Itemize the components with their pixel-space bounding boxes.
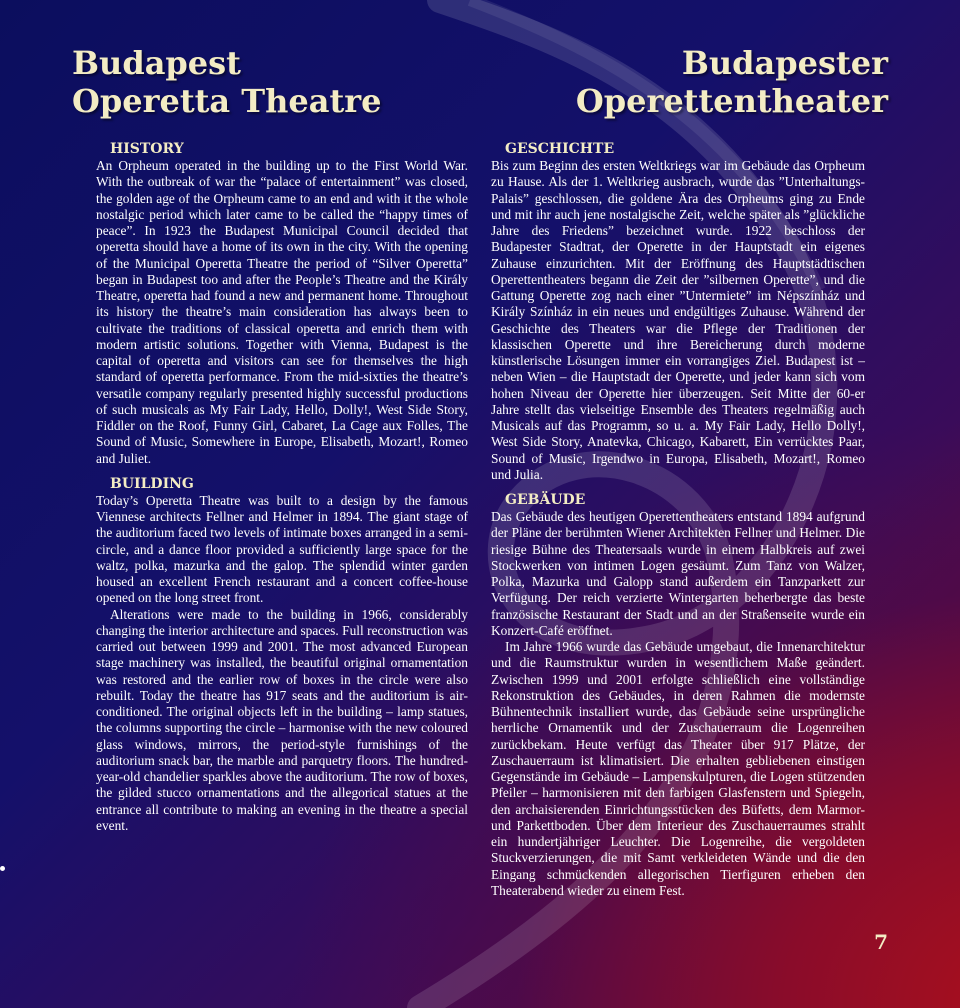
history-text: An Orpheum operated in the building up to the First World War. With the outbreak of war the “palace of entertainment” was closed, the golden age of the Orpheum came to an end and with it the whole nostalgic period which later came to be called the “happy times of peace”. In 1923 the Budapest Municipal Council decided that operetta should have a home of its own in the city. With the opening of the Municipal Operetta Theatre the period of “Silver Operetta” began in Budapest too and after the People’s Theatre and the Király Theatre, operetta had found a new and permanent home. Throughout its history the theatre’s main consideration has always been to cultivate the traditions of classical operetta and enrich them with modern artistic solutions. Together with Vienna, Budapest is the capital of operetta and visitors can see for themselves the high standard of operetta performance. From the mid-sixties the theatre’s versatile company regularly presented highly successful productions of such musicals as My Fair Lady, Hello, Dolly!, West Side Story, Fiddler on the Roof, Funny Girl, Cabaret, La Cage aux Folles, The Sound of Music, Somewhere in Europe, Elisabeth, Mozart!, Romeo and Juliet. bbox=[96, 158, 468, 466]
building-heading: BUILDING bbox=[110, 475, 194, 492]
gebaeude-text-2: Im Jahre 1966 wurde das Gebäude umgebaut, die Innenarchitektur und die Raumstruktur wurden in wesentlichem Maße geändert. Zwischen 1999 und 2001 erfolgte schließlich eine vollständige Rekonstruktion des Gebäudes, in deren Rahmen die modernste Bühnentechnik installiert wurde, das Gebäude seine ursprüngliche herrliche Ornamentik und der Zuschauerraum die Logenreihen zurückbekam. Heute verfügt das Theater über 917 Plätze, der Zuschauerraum ist klimatisiert. Die erhalten gebliebenen einstigen Gegenstände im Gebäude – Lampenskulpturen, die Logen stützenden Pfeiler – harmonisieren mit den farbigen Glasfenstern und Spiegeln, den archaisierenden Einrichtungsstücken des Büfetts, dem Marmor- und Parkettboden. Über dem Interieur des Zuschauerraumes strahlt ein hundertjähriger Leuchter. Die Logenreihe, die vergoldeten Stuckverzierungen, die mit Samt verkleideten Wände und die den Eingang schmückenden allegorischen Tierfiguren erheben den Theaterabend wieder zu einem Fest. bbox=[491, 639, 865, 898]
german-column bbox=[491, 140, 865, 899]
title-en-line-1: Budapest bbox=[72, 44, 241, 82]
gebaeude-text-1: Das Gebäude des heutigen Operettentheaters entstand 1894 aufgrund der Pläne der berühmten Wiener Architekten Fellner und Helmer. Die riesige Bühne des Theatersaals wurde in einem Halbkreis auf zwei Stockwerken von intimen Logen gesäumt. Zum Tanz von Walzer, Polka, Mazurka und Galopp stand außerdem ein Tanzparkett zur Verfügung. Der reich verzierte Wintergarten beherbergte das beste französische Restaurant der Stadt und an der Straßenseite wurde ein Konzert-Café eröffnet. bbox=[491, 509, 865, 638]
geschichte-heading: GESCHICHTE bbox=[505, 141, 615, 157]
title-de-line-1: Budapester bbox=[681, 44, 888, 82]
gebaeude-heading: GEBÄUDE bbox=[505, 492, 586, 508]
page-title-german bbox=[576, 44, 888, 120]
edge-dot bbox=[0, 866, 5, 871]
history-heading: HISTORY bbox=[110, 141, 184, 157]
building-text-1: Today’s Operetta Theatre was built to a design by the famous Viennese architects Fellner and Helmer in 1894. The giant stage of the auditorium faced two levels of intimate boxes arranged in a semi-circle, and a dance floor provided a sufficiently large space for the waltz, polka, mazurka and the galop. The splendid winter garden housed an excellent French restaurant and a concert coffee-house opened on the long street front. bbox=[96, 492, 468, 606]
geschichte-text: Bis zum Beginn des ersten Weltkriegs war im Gebäude das Orpheum zu Hause. Als der 1. Weltkrieg ausbrach, wurde das ”Unterhaltungs-Palais” geschlossen, die goldene Ära des Orpheums ging zu Ende und mit ihr auch jene nostalgische Zeit, welche später als ”glückliche Jahre des Friedens” bezeichnet wurde. 1922 beschloss der Budapester Stadtrat, der Operette in der Hauptstadt ein eigenes Zuhause einzurichten. Mit der Eröffnung des Hauptstädtischen Operettentheaters begann die Zeit der ”silbernen Operette”, und die Gattung Operette zog nach einer ”Untermiete” im Népszínház und Király Színház in ein neues und endgültiges Zuhause. Während der Geschichte des Theaters war die Pflege der Traditionen der klassischen Operette und ihre Bereicherung durch moderne künstlerische Lösungen immer ein vorrangiges Ziel. Budapest ist – neben Wien – die Hauptstadt der Operette, und jeder kann sich vom hohen Niveau der Operette hier überzeugen. Seit Mitte der 60-er Jahre stellt das vielseitige Ensemble des Theaters regelmäßig auch Musicals auf das Programm, so u. a. My Fair Lady, Hello Dolly!, West Side Story, Anatevka, Chicago, Kabarett, Ein verrücktes Paar, Sound of Music, Irgendwo in Europa, Elisabeth, Mozart!, Romeo und Julia. bbox=[491, 158, 865, 482]
title-de-line-2: Operettentheater bbox=[575, 82, 888, 120]
building-text-2: Alterations were made to the building in 1966, considerably changing the interior architecture and spaces. Full reconstruction was carried out between 1999 and 2001. The most advanced European stage machinery was installed, the beautiful original ornamentation was restored and the earlier row of boxes in the circle were also rebuilt. Today the theatre has 917 seats and the auditorium is air-conditioned. The original objects left in the building – lamp statues, the columns supporting the circle – harmonise with the new coloured glass windows, mirrors, the period-style furnishings of the auditorium snack bar, the marble and parquetry floors. The hundred-year-old chandelier sparkles above the auditorium. The row of boxes, the gilded stucco ornamentations and the allegorical statues at the entrance all contribute to making an evening in the theatre a special event. bbox=[96, 606, 468, 833]
title-en-line-2: Operetta Theatre bbox=[72, 82, 382, 120]
english-column bbox=[96, 140, 468, 834]
page-title-english bbox=[72, 44, 381, 120]
page-number: 7 bbox=[874, 930, 888, 954]
